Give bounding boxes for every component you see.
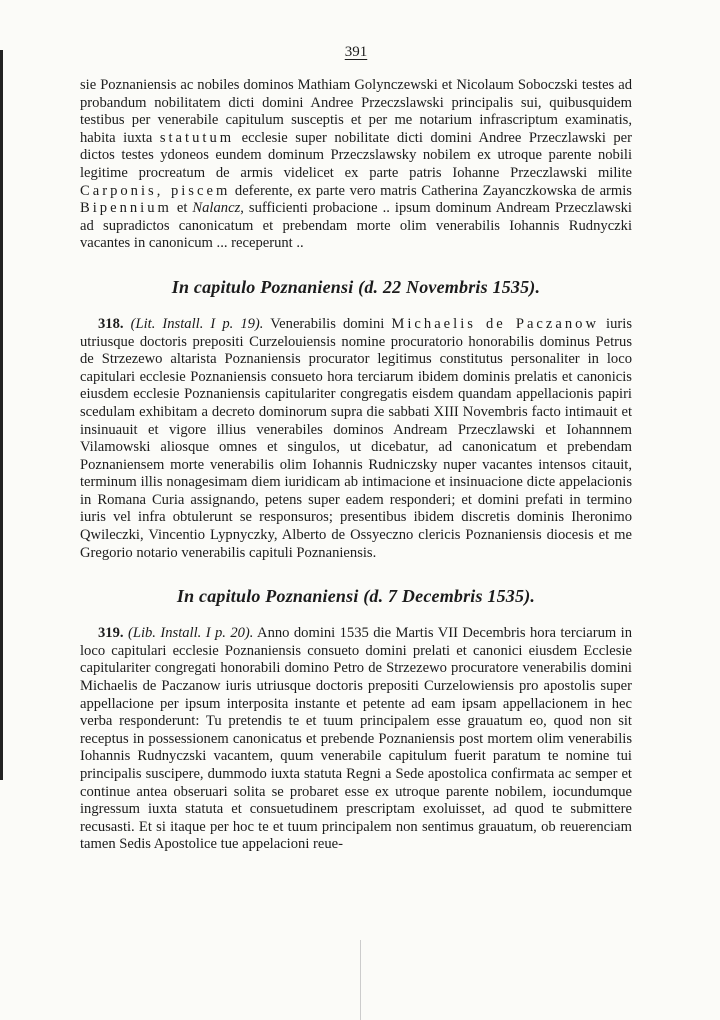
spaced-text: Michaelis de Paczanow (391, 315, 599, 332)
entry-318-paragraph (80, 316, 632, 562)
text: Anno domini 1535 die Martis VII Decembris hora terciarum in loco capitulari ecclesie Poznaniensis consueto domini prelati et canonici eiusdem Ecclesie capitulariter congregati honorabili domino Petro de Strzezewo procuratore venerabilis domini Michaelis de Paczanow iuris utriusque doctoris prepositi Curzelowiensis pro apostolis super appellacione per ipsum interposita instante et petente ad eam ipsam appellacionem in hec verba responderunt: Tu pretendis te et tuum principalem esse grauatum eo, quod non sit receptus in possessionem canonicatus et prebende Poznaniensis post mortem olim venerabilis Iohannis Rudnyczski vacantem, quum venerabile capitulum fuerit paratum te nomine tui principalis suscipere, dummodo iuxta statuta Regni a Sede apostolica confirmata ac semper et continue antea obseruari solita se probaret esse ex utroque parente nobilem, iocundumque ingressum iuxta statuta et consuetudinem prescriptam exoluisset, ad quod te submittere recusasti. Et si itaque per hoc te et tuum principalem non sentimus grauatum, ob reuerenciam tamen Sedis Apostolice tue appelacioni reue- (80, 625, 632, 853)
text: Venerabilis domini (263, 315, 392, 332)
text: , sufficienti probacione .. ipsum dominum Andream Przeczlawski ad supradictos canonicatum et prebendam morte olim venerabilis Iohannis Rudnyczki vacantes in canonicum ... receperunt .. (80, 200, 632, 252)
entry-number: 318. (98, 315, 124, 332)
text: sie Poznaniensis ac nobiles dominos Mathiam Golynczewski et Nicolaum Soboczski testes ad probandum nobilitatem dicti domini Andree Przeczslawski principalis sui, quibusquidem testibus per venerabile capitulum susceptis et per me notarium infrascriptum examinatis, habita iuxta (80, 77, 632, 146)
text: et (171, 200, 193, 217)
italic-text: Nalancz (192, 200, 241, 217)
source-reference: (Lib. Install. I p. 20). (127, 625, 254, 642)
text: iuris utriusque doctoris prepositi Curzelouiensis nomine procuratorio honorabilis dominus Petrus de Strzezewo altarista Poznaniensis procurator legitimus constitutus personaliter in loco capitulari ecclesie Poznaniensis consueto hora terciarum ibidem dominis prelatis et canonicis eiusdem ecclesie Poznaniensis capitulariter congregatis eisdem quandam appellacionis papiri scedulam exhibitam a decreto dominorum supra die sabbati XIII Novembris facto intimauit et insinuauit et vigore illius venerabiles dominos Andream Przeczlawski et Iohannnem Vilamowski aliosque omnes et singulos, ut dicebatur, ad canonicatum et prebendam Poznaniensem morte venerabilis olim Iohannis Rudniczsky nuper vacantes intensos citauit, terminum illis nonagesimam diem iuridicam ab intimacione et insinuacione dicte appelacionis in Romana Curia assignando, petens super eadem responderi; et domini prefati in termino iuris vel infra obtulerunt se responsuros; presentibus ibidem discretis dominis Iheronimo Qwileczki, Vincentio Lypnyczky, Alberto de Ossyeczno clericis Poznaniensis diocesis et me Gregorio notario venerabilis capituli Poznaniensis. (80, 315, 633, 561)
entry-number: 319. (98, 625, 124, 642)
page-edge-line (0, 50, 3, 780)
section-heading-319: In capitulo Poznaniensi (d. 7 Decembris 1535). (176, 586, 536, 607)
spaced-text: Carponis, piscem (80, 182, 231, 199)
section-heading-318: In capitulo Poznaniensi (d. 22 Novembris 1535). (171, 276, 541, 297)
source-reference: (Lit. Install. I p. 19). (130, 315, 264, 332)
spaced-text: Bipennium (80, 200, 172, 217)
intro-paragraph (80, 77, 632, 253)
entry-319-paragraph (80, 625, 632, 854)
page-fold-mark (360, 940, 361, 1020)
page-number: 391 (344, 44, 368, 60)
text: ecclesie super nobilitate dicti domini Andree Przeczlawski per dictos testes ydoneos eundem dominum Przeczslawsky nobilem ex utroque parente nobili legitime procreatum de armis videlicet ex parte patris Iohanne Przeczlawski milite (80, 129, 632, 181)
document-page (80, 44, 632, 854)
text: deferente, ex parte vero matris Catherina Zayanczkowska de armis (230, 182, 632, 199)
spaced-text: statutum (159, 129, 235, 146)
